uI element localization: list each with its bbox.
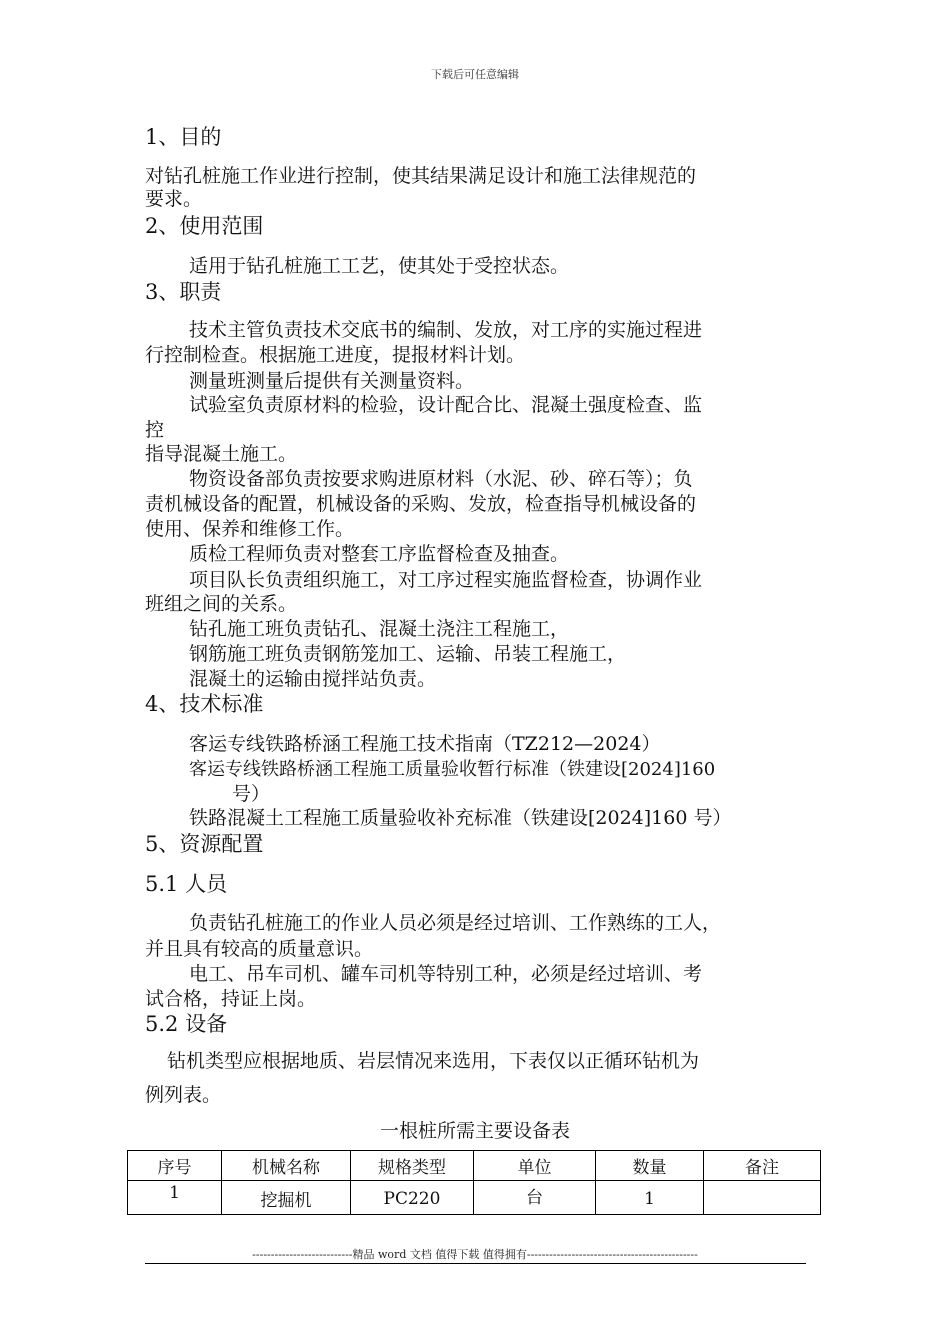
table-header-cell: 序号 (128, 1151, 222, 1181)
section-3-text: 责机械设备的配置，机械设备的采购、发放，检查指导机械设备的 (145, 493, 697, 515)
table-header-cell: 备注 (704, 1151, 821, 1181)
table-header-cell: 机械名称 (222, 1151, 351, 1181)
section-3-text: 物资设备部负责按要求购进原材料（水泥、砂、碎石等）；负 (189, 468, 693, 490)
section-1-text: 要求。 (145, 188, 203, 210)
footer-rule (145, 1263, 806, 1264)
section-4-text: 铁路混凝土工程施工质量验收补充标准（铁建设[2024]160 号） (189, 807, 732, 829)
section-1-title: 1、目的 (145, 125, 222, 149)
section-3-text: 混凝土的运输由搅拌站负责。 (189, 668, 437, 690)
table-cell (704, 1181, 821, 1215)
page-header: 下载后可任意编辑 (431, 68, 519, 81)
section-3-text: 测量班测量后提供有关测量资料。 (189, 370, 475, 392)
table-cell: 挖掘机 (222, 1181, 351, 1215)
section-3-text: 行控制检查。根据施工进度，提报材料计划。 (145, 344, 526, 366)
section-3-title: 3、职责 (145, 280, 222, 304)
table-cell: 1 (596, 1181, 704, 1215)
section-5-2-text: 钻机类型应根据地质、岩层情况来选用，下表仅以正循环钻机为 (167, 1050, 700, 1072)
section-5-1-text: 负责钻孔桩施工的作业人员必须是经过培训、工作熟练的工人， (189, 912, 722, 934)
section-4-title: 4、技术标准 (145, 692, 264, 716)
section-5-1-text: 电工、吊车司机、罐车司机等特别工种，必须是经过培训、考 (189, 963, 703, 985)
section-3-text: 班组之间的关系。 (145, 593, 298, 615)
section-5-1-title: 5.1 人员 (145, 872, 228, 896)
table-caption: 一根桩所需主要设备表 (379, 1120, 570, 1142)
table-header-cell: 单位 (474, 1151, 596, 1181)
section-3-text: 钢筋施工班负责钢筋笼加工、运输、吊装工程施工， (189, 643, 627, 665)
section-3-text: 指导混凝土施工。 (145, 443, 298, 465)
section-5-title: 5、资源配置 (145, 832, 264, 856)
page-footer: ---------------------------精品 word 文档 值得下载 值得拥有---------------------------------------------- (252, 1248, 698, 1261)
table-cell: 台 (474, 1181, 596, 1215)
table-header-cell: 规格类型 (351, 1151, 474, 1181)
section-5-2-text: 例列表。 (145, 1084, 222, 1106)
section-2-title: 2、使用范围 (145, 214, 264, 238)
section-4-text: 客运专线铁路桥涵工程施工技术指南（TZ212—2024） (189, 733, 661, 755)
section-5-2-title: 5.2 设备 (145, 1012, 228, 1036)
section-4-text: 号） (232, 783, 271, 805)
table-row (128, 1181, 821, 1215)
table-cell: 1 (128, 1181, 222, 1215)
section-3-text: 试验室负责原材料的检验，设计配合比、混凝土强度检查、监 (189, 394, 703, 416)
table-header-row (128, 1151, 821, 1181)
section-4-text: 客运专线铁路桥涵工程施工质量验收暂行标准（铁建设[2024]160 (189, 759, 716, 780)
table-header-cell: 数量 (596, 1151, 704, 1181)
section-5-1-text: 并且具有较高的质量意识。 (145, 938, 374, 960)
section-3-text: 使用、保养和维修工作。 (145, 518, 355, 540)
section-1-text: 对钻孔桩施工作业进行控制，使其结果满足设计和施工法律规范的 (145, 165, 697, 187)
section-3-text: 技术主管负责技术交底书的编制、发放，对工序的实施过程进 (189, 319, 703, 341)
section-5-1-text: 试合格，持证上岗。 (145, 988, 317, 1010)
section-3-text: 质检工程师负责对整套工序监督检查及抽查。 (189, 543, 570, 565)
equipment-table (127, 1150, 821, 1215)
section-3-text: 控 (145, 419, 165, 441)
section-3-text: 钻孔施工班负责钻孔、混凝土浇注工程施工， (189, 618, 570, 640)
table-cell: PC220 (351, 1181, 474, 1215)
section-2-text: 适用于钻孔桩施工工艺，使其处于受控状态。 (189, 255, 570, 277)
section-3-text: 项目队长负责组织施工，对工序过程实施监督检查，协调作业 (189, 569, 703, 591)
